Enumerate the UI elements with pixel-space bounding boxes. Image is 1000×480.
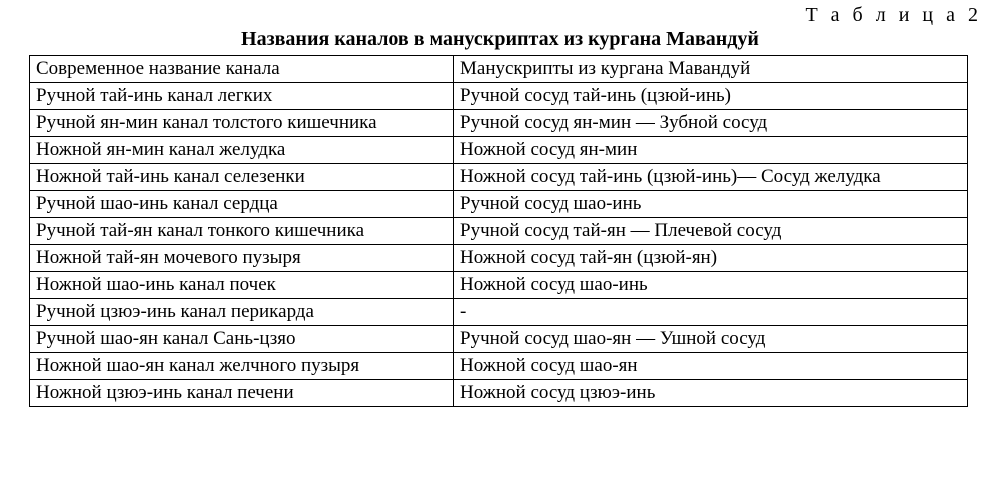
- channels-table: [29, 55, 968, 407]
- table-row: [30, 137, 968, 164]
- modern-name-cell: Ножной ян-мин канал желудка: [30, 137, 454, 164]
- manuscript-name-cell: Ножной сосуд ян-мин: [454, 137, 968, 164]
- table-row: [30, 299, 968, 326]
- modern-name-cell: Ножной цзюэ-инь канал печени: [30, 380, 454, 407]
- header-cell-modern-name: Современное название канала: [30, 56, 454, 83]
- manuscript-name-cell: Ручной сосуд тай-инь (цзюй-инь): [454, 83, 968, 110]
- manuscript-name-cell: Ручной сосуд шао-ян — Ушной сосуд: [454, 326, 968, 353]
- table-header-row: [30, 56, 968, 83]
- modern-name-cell: Ножной шао-инь канал почек: [30, 272, 454, 299]
- table-row: [30, 191, 968, 218]
- manuscript-name-cell: Ножной сосуд тай-ян (цзюй-ян): [454, 245, 968, 272]
- table-row: [30, 218, 968, 245]
- table-row: [30, 164, 968, 191]
- modern-name-cell: Ручной тай-ян канал тонкого кишечника: [30, 218, 454, 245]
- modern-name-cell: Ножной тай-инь канал селезенки: [30, 164, 454, 191]
- modern-name-cell: Ручной тай-инь канал легких: [30, 83, 454, 110]
- table-row: [30, 83, 968, 110]
- manuscript-name-cell: -: [454, 299, 968, 326]
- manuscript-name-cell: Ножной сосуд шао-ян: [454, 353, 968, 380]
- table-row: [30, 353, 968, 380]
- header-cell-manuscript-name: Манускрипты из кургана Мавандуй: [454, 56, 968, 83]
- table-row: [30, 110, 968, 137]
- manuscript-name-cell: Ножной сосуд тай-инь (цзюй-инь)— Сосуд желудка: [454, 164, 968, 191]
- modern-name-cell: Ножной тай-ян мочевого пузыря: [30, 245, 454, 272]
- modern-name-cell: Ручной ян-мин канал толстого кишечника: [30, 110, 454, 137]
- modern-name-cell: Ручной цзюэ-инь канал перикарда: [30, 299, 454, 326]
- manuscript-name-cell: Ручной сосуд ян-мин — Зубной сосуд: [454, 110, 968, 137]
- modern-name-cell: Ножной шао-ян канал желчного пузыря: [30, 353, 454, 380]
- table-row: [30, 380, 968, 407]
- modern-name-cell: Ручной шао-инь канал сердца: [30, 191, 454, 218]
- table-row: [30, 326, 968, 353]
- manuscript-name-cell: Ножной сосуд шао-инь: [454, 272, 968, 299]
- manuscript-name-cell: Ручной сосуд тай-ян — Плечевой сосуд: [454, 218, 968, 245]
- modern-name-cell: Ручной шао-ян канал Сань-цзяо: [30, 326, 454, 353]
- table-number-label: Т а б л и ц а 2: [805, 4, 982, 26]
- table-title: Названия каналов в манускриптах из кургана Мавандуй: [241, 28, 759, 50]
- manuscript-name-cell: Ножной сосуд цзюэ-инь: [454, 380, 968, 407]
- table-row: [30, 272, 968, 299]
- table-row: [30, 245, 968, 272]
- manuscript-name-cell: Ручной сосуд шао-инь: [454, 191, 968, 218]
